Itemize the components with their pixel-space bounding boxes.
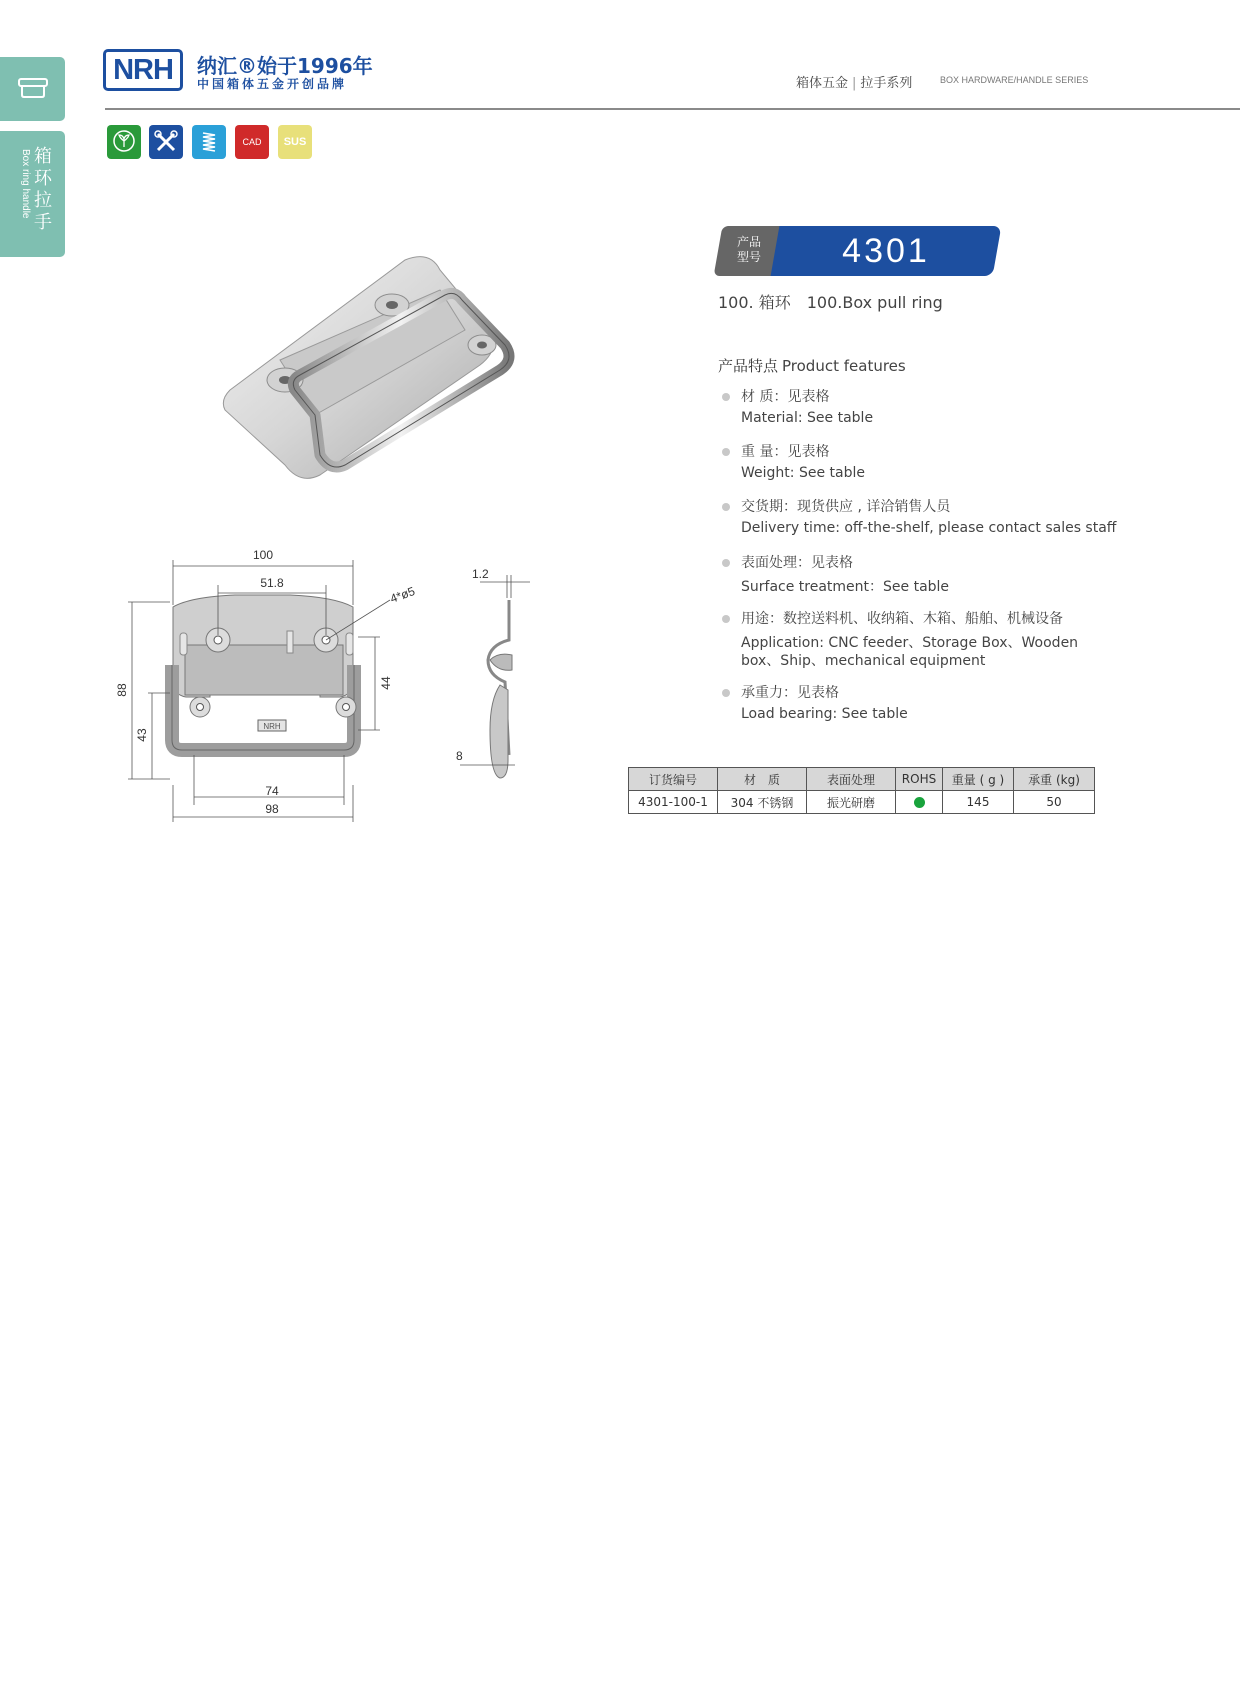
header-divider	[105, 108, 1240, 110]
dim-hole-spacing: 51.8	[260, 576, 284, 590]
dim-thickness: 1.2	[472, 567, 489, 581]
feature-label-en-2: box、Ship、mechanical equipment	[741, 653, 986, 669]
eco-icon	[107, 125, 141, 159]
sus-label: SUS	[283, 136, 307, 148]
series-name-en: BOX HARDWARE/HANDLE SERIES	[940, 75, 1089, 85]
side-tab-box-ring-handle[interactable]	[0, 131, 65, 257]
product-photo	[200, 240, 570, 520]
col-material: 材 质	[718, 768, 807, 791]
dim-bottom-inner: 74	[265, 784, 279, 798]
cell-finish: 振光研磨	[807, 791, 896, 814]
product-name-cn: 100. 箱环	[718, 293, 791, 312]
bullet-icon	[722, 503, 730, 511]
series-category: 箱体五金	[796, 76, 849, 91]
col-load: 承重 (kg)	[1014, 768, 1095, 791]
feature-label-en: Application: CNC feeder、Storage Box、Wooden	[741, 635, 1079, 651]
dim-bottom-outer: 98	[265, 802, 279, 816]
model-tag-label: 产品型号	[736, 235, 761, 264]
rohs-compliant-icon	[914, 797, 925, 808]
cell-load: 50	[1014, 791, 1095, 814]
feature-label-cn: 重 量：见表格	[741, 444, 830, 460]
table-header-row	[629, 768, 1095, 791]
bullet-icon	[722, 448, 730, 456]
feature-label-cn: 表面处理：见表格	[741, 555, 853, 571]
feature-label-cn: 用途：数控送料机、收纳箱、木箱、船舶、机械设备	[741, 611, 1063, 627]
cell-order-code: 4301-100-1	[629, 791, 718, 814]
dim-width-total: 100	[252, 548, 274, 562]
brand-name: 纳汇®始于1996年	[197, 54, 373, 78]
feature-label-en: Weight: See table	[741, 465, 865, 481]
product-name	[718, 290, 943, 313]
brand-logo: NRH	[103, 49, 183, 91]
cell-material: 304 不锈钢	[718, 791, 807, 814]
drawing-mark: NRH	[263, 722, 281, 731]
col-finish: 表面处理	[807, 768, 896, 791]
spring-icon	[192, 125, 226, 159]
model-number: 4301	[842, 232, 930, 270]
col-order-code: 订货编号	[629, 768, 718, 791]
feature-label-cn: 交货期：现货供应 , 详洽销售人员	[741, 499, 951, 515]
side-tab-label-en: Box ring handle	[20, 149, 31, 219]
front-view-drawing	[110, 545, 440, 825]
feature-label-cn: 承重力：见表格	[741, 685, 839, 701]
side-tab-label-cn: 箱环拉手	[34, 146, 52, 233]
feature-label-en: Surface treatment：See table	[741, 579, 950, 595]
series-separator: |	[852, 76, 857, 91]
feature-label-en: Load bearing: See table	[741, 706, 908, 722]
cad-icon	[235, 125, 269, 159]
features-title	[718, 355, 906, 376]
feature-label-en: Material: See table	[741, 410, 874, 426]
dim-height-right: 44	[379, 676, 393, 690]
cad-label: CAD	[242, 137, 262, 147]
dim-height-total: 88	[115, 683, 129, 697]
dim-ring-dia: 8	[456, 749, 463, 763]
side-view-drawing	[450, 560, 540, 790]
bullet-icon	[722, 393, 730, 401]
spec-table	[628, 767, 1095, 814]
table-row	[629, 791, 1095, 814]
handle-icon	[18, 77, 48, 99]
bullet-icon	[722, 615, 730, 623]
product-name-en: 100.Box pull ring	[806, 293, 943, 312]
side-tab-icon[interactable]	[0, 57, 65, 121]
sus-icon	[278, 125, 312, 159]
feature-label-cn: 材 质：见表格	[741, 389, 830, 405]
dim-holes: 4*ø5	[388, 583, 417, 606]
tools-icon	[149, 125, 183, 159]
col-rohs: ROHS	[896, 768, 943, 791]
bullet-icon	[722, 689, 730, 697]
features-title-cn: 产品特点	[718, 357, 779, 375]
series-name: 拉手系列	[860, 76, 913, 91]
col-weight: 重量 ( g )	[943, 768, 1014, 791]
cell-rohs	[896, 791, 943, 814]
bullet-icon	[722, 559, 730, 567]
dim-height-lower: 43	[135, 728, 149, 742]
brand-slogan: 中国箱体五金开创品牌	[197, 77, 348, 91]
series-breadcrumb	[796, 72, 912, 91]
cell-weight: 145	[943, 791, 1014, 814]
feature-label-en: Delivery time: off-the-shelf, please contact sales staff	[741, 520, 1117, 536]
features-title-en: Product features	[782, 357, 906, 375]
